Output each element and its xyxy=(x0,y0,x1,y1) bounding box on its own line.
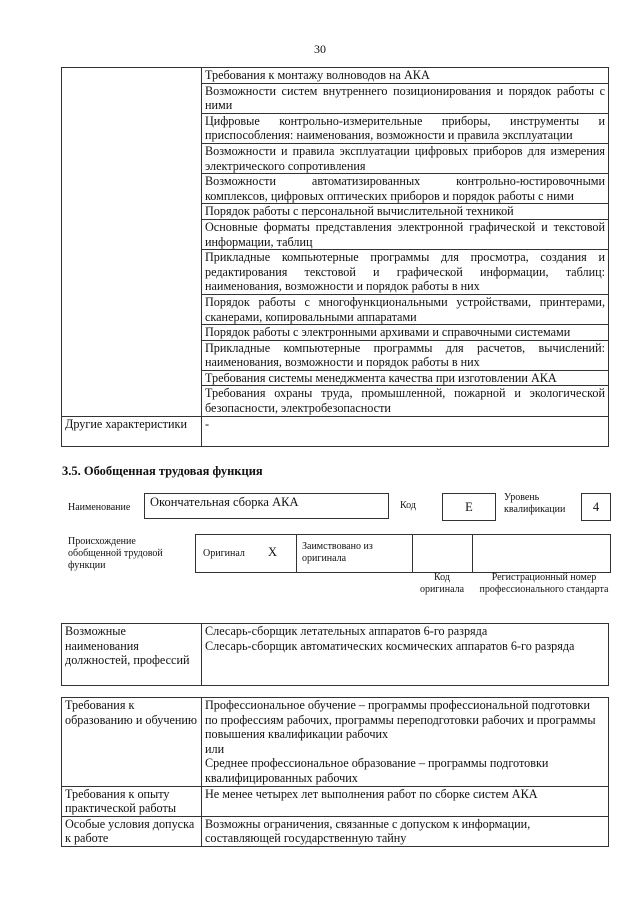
page-number: 30 xyxy=(314,42,326,56)
knowledge-item: Основные форматы представления электронной графической и текстовой информации, таблиц xyxy=(202,219,609,249)
knowledge-item: Возможности систем внутреннего позиционирования и порядок работы с ними xyxy=(202,83,609,113)
positions-value xyxy=(202,624,609,686)
origin-box xyxy=(195,534,611,573)
knowledge-item: Требования системы менеджмента качества при изготовлении АКА xyxy=(202,370,609,386)
knowledge-item: Цифровые контрольно-измерительные приборы, инструменты и приспособления: наименования, возможности и правила эксплуатации xyxy=(202,113,609,143)
knowledge-item: Возможности автоматизированных контрольно-юстировочными комплексов, цифровых оптических приборов и порядок работы с ними xyxy=(202,174,609,204)
education-line: или xyxy=(205,741,225,756)
experience-value: Не менее четырех лет выполнения работ по сборке систем АКА xyxy=(202,786,609,816)
requirements-table xyxy=(61,697,609,847)
education-line: Профессиональное обучение – программы профессиональной подготовки по профессиям рабочих, программы переподготовки рабочих и программы повышения квалификации рабочих xyxy=(205,698,596,742)
experience-label: Требования к опыту практической работы xyxy=(62,786,202,816)
education-line: Среднее профессиональное образование – программы подготовки квалифицированных рабочих xyxy=(205,756,549,785)
borrowed-label: Заимствовано из оригинала xyxy=(302,541,373,564)
table-row xyxy=(62,816,609,846)
education-value xyxy=(202,698,609,787)
original-label: Оригинал xyxy=(203,548,245,559)
education-label: Требования к образованию и обучению xyxy=(62,698,202,787)
code-label: Код xyxy=(400,500,416,511)
divider xyxy=(472,535,473,572)
section-title: 3.5. Обобщенная трудовая функция xyxy=(62,464,263,478)
level-value: 4 xyxy=(581,493,611,521)
knowledge-item: Порядок работы с многофункциональными устройствами, принтерами, сканерами, копировальными аппаратами xyxy=(202,294,609,324)
knowledge-item: Прикладные компьютерные программы для расчетов, вычислений: наименования, возможности и порядок работы в них xyxy=(202,340,609,370)
knowledge-item: Порядок работы с электронными архивами и справочными системами xyxy=(202,325,609,341)
origin-label: Происхождение обобщенной трудовой функции xyxy=(68,536,163,571)
position-line: Слесарь-сборщик летательных аппаратов 6-го разряда xyxy=(205,624,488,638)
table-row xyxy=(62,624,609,686)
name-value: Окончательная сборка АКА xyxy=(144,493,389,519)
table-row xyxy=(62,68,609,84)
other-value: - xyxy=(202,416,609,446)
table-row xyxy=(62,786,609,816)
knowledge-item: Порядок работы с персональной вычислительной техникой xyxy=(202,204,609,220)
divider xyxy=(412,535,413,572)
knowledge-table xyxy=(61,67,609,447)
code-value: E xyxy=(442,493,496,521)
other-label: Другие характеристики xyxy=(62,416,202,446)
admission-label: Особые условия допуска к работе xyxy=(62,816,202,846)
divider xyxy=(296,535,297,572)
table-row xyxy=(62,416,609,446)
name-label: Наименование xyxy=(68,502,131,513)
knowledge-item: Требования охраны труда, промышленной, пожарной и экологической безопасности, электробезопасности xyxy=(202,386,609,416)
knowledge-item: Прикладные компьютерные программы для просмотра, создания и редактирования текстовой и графической информации, таблиц: наименования, возможности и порядок работы в них xyxy=(202,250,609,295)
table-row xyxy=(62,698,609,787)
knowledge-item: Возможности и правила эксплуатации цифровых приборов для измерения электрического сопротивления xyxy=(202,143,609,173)
reg-number-caption: Регистрационный номер профессионального стандарта xyxy=(479,572,609,595)
original-mark: X xyxy=(268,545,278,559)
positions-table xyxy=(61,623,609,686)
admission-value: Возможны ограничения, связанные с допуском к информации, составляющей государственную тайну xyxy=(202,816,609,846)
code-original-caption: Код оригинала xyxy=(419,572,465,595)
level-label: Уровень квалификации xyxy=(504,492,566,515)
empty-label-cell xyxy=(62,68,202,417)
positions-label: Возможные наименования должностей, профессий xyxy=(62,624,202,686)
position-line: Слесарь-сборщик автоматических космических аппаратов 6-го разряда xyxy=(205,638,575,653)
knowledge-item: Требования к монтажу волноводов на АКА xyxy=(202,68,609,84)
